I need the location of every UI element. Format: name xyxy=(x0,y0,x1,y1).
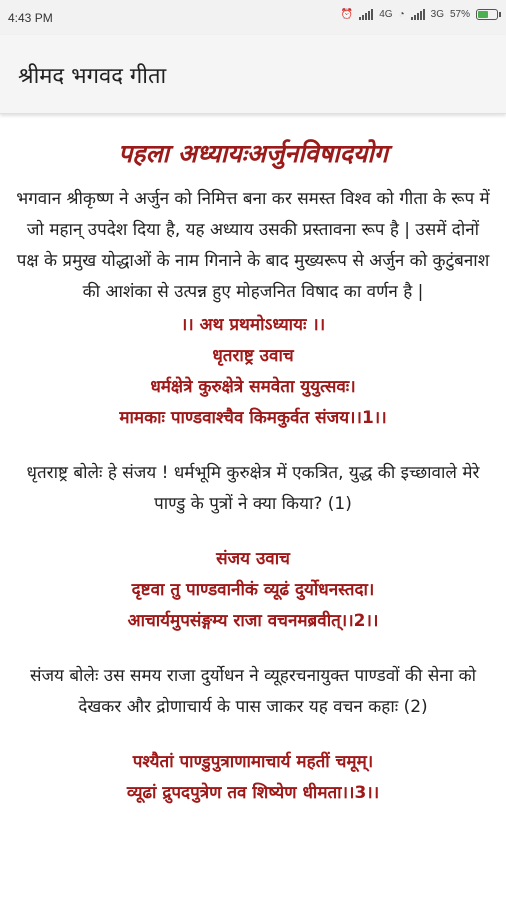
verse-1-meaning: धृतराष्ट्र बोलेः हे संजय ! धर्मभूमि कुरुक्षेत्र में एकत्रित, युद्ध की इच्छावाले मेरे पाण्डु के पुत्रों ने क्या किया? (1) xyxy=(26,463,480,514)
verse-2-meaning: संजय बोलेः उस समय राजा दुर्योधन ने व्यूहरचनायुक्त पाण्डवों की सेना को देखकर और द्रोणाचार्य के पास जाकर यह वचन कहाः (2) xyxy=(29,666,477,717)
status-icons xyxy=(341,9,498,20)
status-bar xyxy=(0,0,506,35)
battery-percent: 57% xyxy=(449,9,470,20)
app-bar xyxy=(0,35,506,114)
verse-3-line-1: पश्यैतां पाण्डुपुत्राणामाचार्य महतीं चमूम्। xyxy=(132,752,374,772)
network-type-1: 4G xyxy=(379,9,393,20)
network-type-2: 3G xyxy=(430,9,444,20)
wifi-icon: ◔ xyxy=(398,9,405,20)
battery-icon xyxy=(476,9,498,20)
verse-2-line-2: आचार्यमुपसंङ्गम्य राजा वचनमब्रवीत्।।2।। xyxy=(127,611,379,631)
chapter-intro: भगवान श्रीकृष्ण ने अर्जुन को निमित्त बना कर समस्त विश्व को गीता के रूप में जो महान् उपदेश दिया है, यह अध्याय उसकी प्रस्तावना रूप है | उसमें दोनों पक्ष के प्रमुख योद्धाओं के नाम गिनाने के बाद मुख्यरूप से अर्जुन को कुटुंबनाश की आशंका से उत्पन्न हुए मोहजनित विषाद का वर्णन है | xyxy=(16,189,490,302)
verse-2-speaker: संजय उवाच xyxy=(216,549,290,569)
verse-1-line-1: धर्मक्षेत्रे कुरुक्षेत्रे समवेता युयुत्सवः। xyxy=(150,377,356,397)
signal-strength-icon-2 xyxy=(411,9,425,20)
alarm-icon: ⏰ xyxy=(340,9,354,20)
status-time: 4:43 PM xyxy=(8,11,53,25)
chapter-title: पहला अध्यायःअर्जुनविषादयोग xyxy=(118,139,388,168)
app-title: श्रीमद भगवद गीता xyxy=(18,64,167,89)
verse-3-line-2: व्यूढां द्रुपदपुत्रेण तव शिष्येण धीमता।।3।। xyxy=(126,783,380,803)
verse-2-line-1: दृष्टवा तु पाण्डवानीकं व्यूढं दुर्योधनस्तदा। xyxy=(131,580,375,600)
chapter-opening: ।। अथ प्रथमोऽध्यायः ।। xyxy=(180,315,326,335)
chapter-content[interactable] xyxy=(0,122,506,809)
verse-1-line-2: मामकाः पाण्डवाश्चैव किमकुर्वत संजय।।1।। xyxy=(119,408,387,428)
signal-strength-icon xyxy=(359,9,373,20)
verse-1-speaker: धृतराष्ट्र उवाच xyxy=(212,346,294,366)
